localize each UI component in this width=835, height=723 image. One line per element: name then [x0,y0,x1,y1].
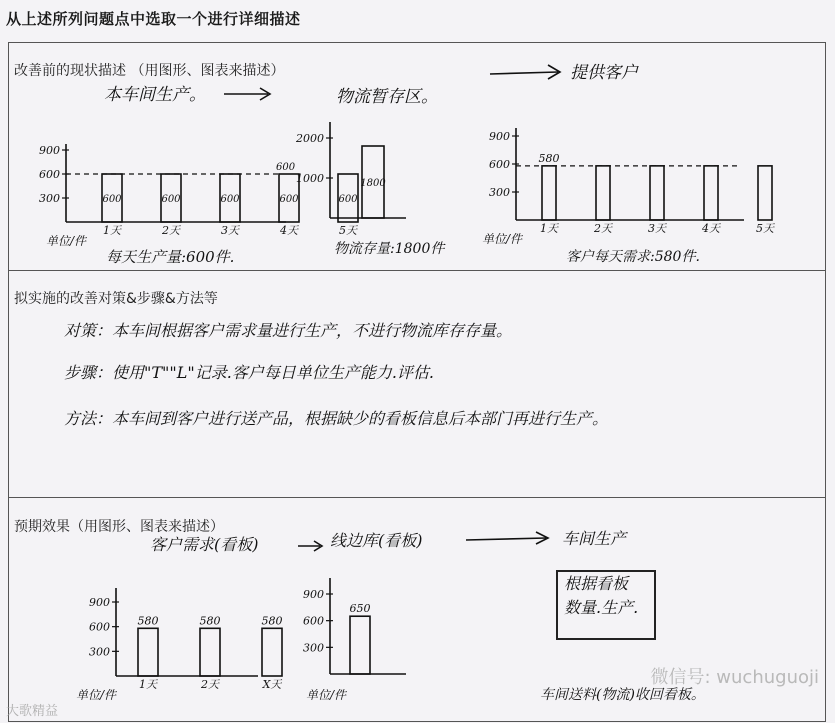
x-tick-label: 4天 [702,222,720,235]
section-current-heading: 改善前的现状描述 （用图形、图表来描述） [14,63,285,79]
x-tick-label: 5天 [339,224,357,237]
watermark: 微信号: wuchuguoji [650,667,819,688]
arrow-icon [488,62,564,82]
bar [650,166,664,220]
bar-label: 580 [199,614,221,628]
section-expected-heading: 预期效果（用图形、图表来描述） [14,519,224,535]
bar [596,166,610,220]
caption-daily-output: 每天生产量:600件. [106,248,235,266]
box-line-1: 根据看板 [564,574,629,593]
plan-method: 方法：本车间到客户进行送产品，根据缺少的看板信息后本部门再进行生产。 [64,409,609,428]
y-tick-label: 300 [39,192,60,205]
note-customer-demand: 客户需求(看板) [150,535,259,554]
reference-label: 600 [276,162,296,173]
x-tick-label: 2天 [201,678,219,691]
note-line-store: 线边库(看板) [330,531,423,550]
watermark-corner: 大歌精益 [6,704,59,719]
y-tick-label: 300 [489,186,510,199]
bar [200,628,220,676]
y-tick-label: 300 [303,641,324,655]
arrow-icon [296,536,326,556]
note-storage: 物流暂存区。 [336,87,438,107]
bar-label: 600 [102,194,122,205]
chart-storage [296,118,410,232]
arrow-icon [464,528,552,548]
unit-label: 单位/件 [76,688,117,702]
y-tick-label: 600 [39,168,60,181]
caption-storage-qty: 物流存量:1800件 [334,241,445,257]
y-tick-label: 300 [89,645,110,659]
chart-storage-svg [296,118,410,228]
x-tick-label: 1天 [103,224,121,237]
x-tick-label: 5天 [756,222,774,235]
bar-label: 1800 [360,178,386,189]
arrow-icon [222,84,274,104]
plan-countermeasure: 对策：本车间根据客户需求量进行生产，不进行物流库存存量。 [64,321,513,340]
page-title: 从上述所列问题点中选取一个进行详细描述 [6,10,301,28]
bar-label: 600 [279,194,299,205]
bar-label: 600 [161,194,181,205]
note-workshop-production: 车间生产 [562,529,627,548]
y-tick-label: 1000 [296,172,324,185]
y-tick-label: 600 [303,614,324,628]
y-tick-label: 600 [89,620,110,634]
chart-customer-svg [478,124,774,235]
caption-customer-daily: 客户每天需求:580件. [566,249,700,265]
bar [704,166,718,220]
y-tick-label: 900 [303,588,324,601]
note-bottom: 车间送料(物流)收回看板。 [540,687,705,703]
unit-label: 单位/件 [482,232,523,246]
bar-label: 580 [137,614,159,628]
chart-expected [72,584,283,691]
y-tick-label: 2000 [296,132,324,145]
chart-line-store [300,574,410,686]
kanban-note-box [556,570,656,640]
bar-label: 600 [338,194,358,205]
y-tick-label: 900 [39,144,60,157]
note-customer: 提供客户 [570,63,638,83]
y-tick-label: 900 [489,130,510,143]
chart-customer [478,124,774,238]
x-tick-label: 1天 [139,678,157,691]
box-line-2: 数量.生产. [564,598,639,617]
bar-label: 580 [261,614,283,628]
x-tick-label: X天 [262,678,282,691]
unit-label: 单位/件 [306,688,347,702]
bar [138,628,158,676]
x-tick-label: 1天 [540,222,558,235]
bar-label: 600 [220,194,240,205]
x-tick-label: 3天 [648,222,666,235]
plan-steps: 步骤：使用"T""L"记录.客户每日单位生产能力.评估. [64,363,434,382]
chart-line-store-svg [300,574,410,682]
section-divider-1 [8,270,826,271]
bar-label: 650 [349,602,371,616]
y-tick-label: 900 [89,596,110,609]
bar [542,166,556,220]
x-tick-label: 4天 [280,224,298,237]
y-tick-label: 600 [489,158,510,171]
section-divider-2 [8,497,826,498]
x-tick-label: 2天 [594,222,612,235]
x-tick-label: 3天 [221,224,239,237]
note-workshop: 本车间生产。 [104,85,206,105]
bar [350,616,370,674]
section-plan-heading: 拟实施的改善对策&步骤&方法等 [14,291,218,307]
unit-label: 单位/件 [46,234,87,248]
chart-expected-svg [72,584,283,691]
x-tick-label: 2天 [162,224,180,237]
bar-label: 580 [538,151,560,165]
